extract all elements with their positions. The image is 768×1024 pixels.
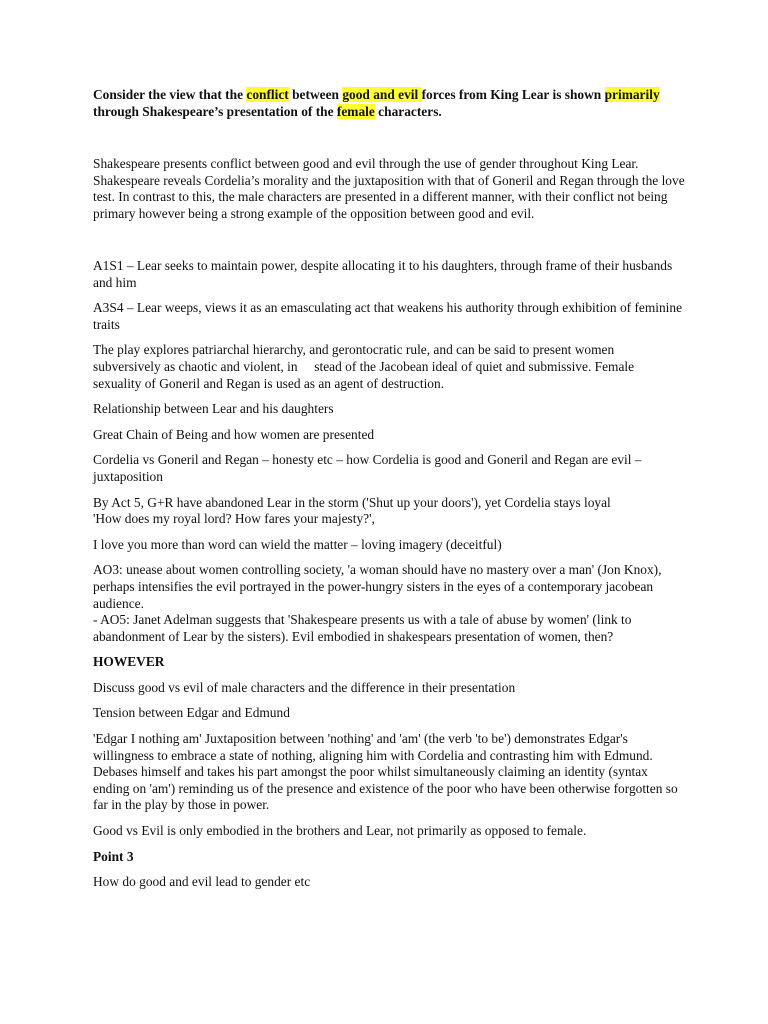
note-gender: How do good and evil lead to gender etc	[93, 874, 311, 890]
intro-paragraph: Shakespeare presents conflict between good and evil through the use of gender throughout King Lear. Shakespeare reveals Cordelia’s morality and the juxtaposition with that of Goneril and Regan through the love test. In contrast to this, the male characters are presented in a different manner, with their conflict not being primary however being a strong example of the opposition between good and evil.	[93, 156, 685, 221]
highlight-good-and-evil: good and evil	[342, 87, 422, 102]
note-a3s4: A3S4 – Lear weeps, views it as an emasculating act that weakens his authority through exhibition of feminine traits	[93, 300, 683, 332]
highlight-primarily: primarily	[604, 87, 660, 102]
heading-however: HOWEVER	[93, 654, 165, 670]
question-text: Consider the view that the	[93, 87, 247, 102]
note-love-quote: I love you more than word can wield the matter – loving imagery (deceitful)	[93, 536, 502, 552]
question-text: between	[288, 87, 343, 102]
note-a1s1: A1S1 – Lear seeks to maintain power, despite allocating it to his daughters, through frame of their husbands and him	[93, 258, 673, 290]
heading-point-3: Point 3	[93, 848, 134, 864]
notes-section	[93, 258, 685, 900]
note-male-characters: Discuss good vs evil of male characters and the difference in their presentation	[93, 679, 516, 695]
note-patriarchal-hierarchy: The play explores patriarchal hierarchy, and gerontocratic rule, and can be said to present women subversively as chaotic and violent, in stead of the Jacobean ideal of quiet and submissive. Female sexuality of Goneril and Regan is used as an agent of destruction.	[93, 342, 638, 391]
note-edgar-quote: 'Edgar I nothing am' Juxtaposition between 'nothing' and 'am' (the verb 'to be') demonstrates Edgar's willingness to embrace a state of nothing, aligning him with Cordelia and contrasting him with Edmund. Debases himself and takes his part amongst the poor whilst simultaneously claiming an identity (syntax ending on 'am') reminding us of the presence and existence of the poor who have been otherwise forgotten so far in the play by those in power.	[93, 731, 678, 813]
note-act5	[93, 495, 685, 528]
note-great-chain: Great Chain of Being and how women are presented	[93, 426, 375, 442]
note-act5-line1: By Act 5, G+R have abandoned Lear in the storm ('Shut up your doors'), yet Cordelia stays loyal	[93, 494, 611, 510]
note-ao3-ao5	[93, 562, 685, 645]
note-good-vs-evil: Good vs Evil is only embodied in the brothers and Lear, not primarily as opposed to female.	[93, 823, 587, 839]
question-text: through Shakespeare’s presentation of the	[93, 103, 337, 119]
note-edgar-edmund: Tension between Edgar and Edmund	[93, 705, 290, 721]
note-ao5: - AO5: Janet Adelman suggests that 'Shakespeare presents us with a tale of abuse by women' (link to abandonment of Lear by the sisters). Evil embodied in shakespears presentation of women, then?	[93, 612, 632, 644]
essay-question	[93, 87, 693, 120]
highlight-conflict: conflict	[246, 87, 289, 102]
question-text: characters.	[374, 103, 442, 119]
note-relationship: Relationship between Lear and his daughters	[93, 401, 334, 417]
highlight-female: female	[336, 103, 375, 119]
note-cordelia-vs-sisters: Cordelia vs Goneril and Regan – honesty etc – how Cordelia is good and Goneril and Regan are evil – juxtaposition	[93, 452, 642, 484]
note-act5-quote: 'How does my royal lord? How fares your majesty?',	[93, 511, 375, 527]
note-ao3: AO3: unease about women controlling society, 'a woman should have no mastery over a man' (Jon Knox), perhaps intensifies the evil portrayed in the power-hungry sisters in the eyes of a contemporary jacobean audience.	[93, 562, 662, 611]
question-text: forces from King Lear is shown	[421, 87, 605, 102]
